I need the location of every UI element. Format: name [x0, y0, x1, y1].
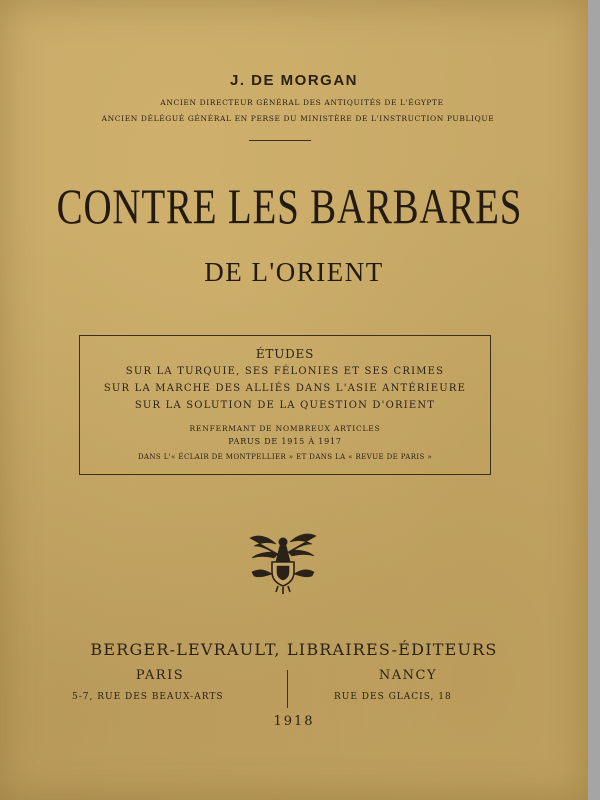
book-title-line-1: CONTRE LES BARBARES	[56, 178, 523, 234]
description-note-1: RENFERMANT DE NOMBREUX ARTICLES	[189, 424, 381, 433]
author-credential-1: ANCIEN DIRECTEUR GÉNÉRAL DES ANTIQUITÉS DE L'ÉGYPTE	[160, 98, 444, 107]
description-note-2: PARUS DE 1915 À 1917	[228, 437, 342, 446]
publisher-device-eagle-icon	[244, 528, 322, 596]
scan-margin	[588, 0, 600, 800]
description-topic-1: SUR LA TURQUIE, SES FÉLONIES ET SES CRIMES	[125, 366, 445, 377]
publisher-name: BERGER-LEVRAULT, LIBRAIRES-ÉDITEURS	[90, 640, 498, 659]
book-title-line-2: DE L'ORIENT	[204, 257, 384, 287]
publisher-city-nancy: NANCY	[378, 668, 438, 683]
description-topic-2: SUR LA MARCHE DES ALLIÉS DANS L'ASIE ANTÉRIEURE	[103, 383, 467, 394]
author-credential-2: ANCIEN DÉLÉGUÉ GÉNÉRAL EN PERSE DU MINISTÈRE DE L'INSTRUCTION PUBLIQUE	[101, 114, 495, 123]
short-rule-divider	[249, 140, 311, 141]
description-note-3: DANS L'« ÉCLAIR DE MONTPELLIER » ET DANS LA « REVUE DE PARIS »	[137, 453, 433, 461]
publisher-address-paris: 5-7, RUE DES BEAUX-ARTS	[72, 692, 224, 702]
author-name: J. DE MORGAN	[229, 72, 358, 89]
publication-year: 1918	[273, 714, 315, 729]
address-divider	[287, 670, 288, 708]
description-heading: ÉTUDES	[255, 347, 315, 361]
publisher-city-paris: PARIS	[135, 668, 185, 683]
publisher-address-nancy: RUE DES GLACIS, 18	[334, 692, 452, 702]
description-box	[79, 335, 491, 475]
description-topic-3: SUR LA SOLUTION DE LA QUESTION D'ORIENT	[134, 400, 436, 411]
